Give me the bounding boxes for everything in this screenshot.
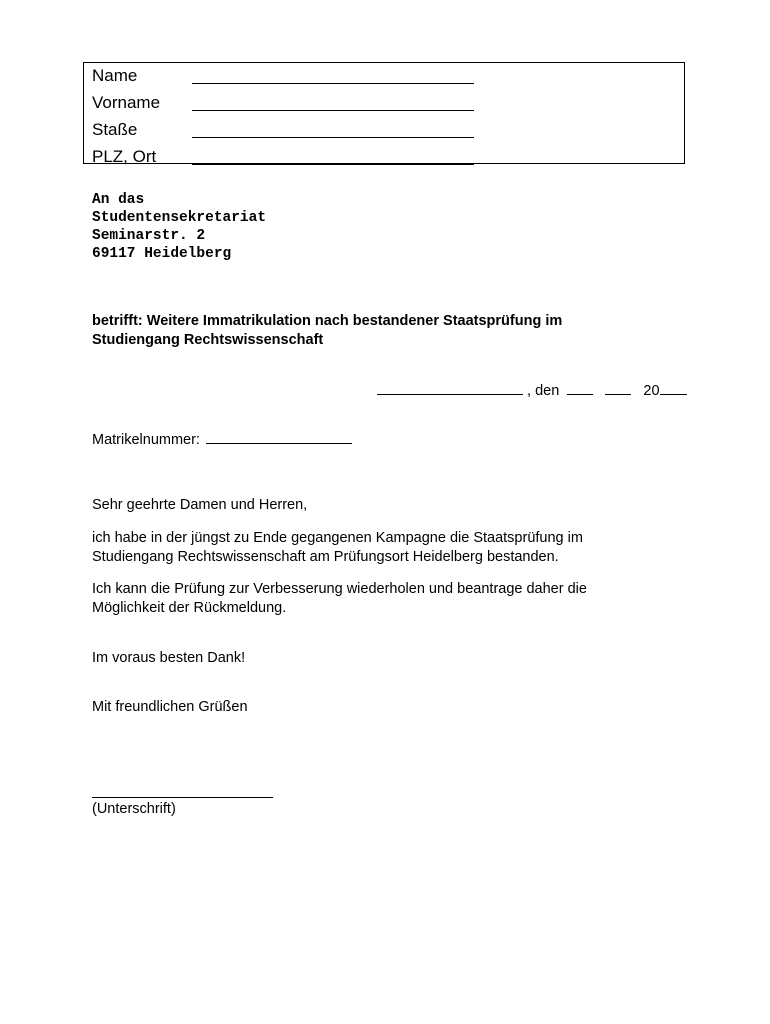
name-label: Name [92,66,138,85]
year-field[interactable] [660,381,687,395]
recipient-line: 69117 Heidelberg [92,246,232,262]
signature-label: (Unterschrift) [92,801,176,817]
subject-line [92,312,652,350]
paragraph-1 [92,529,652,567]
salutation: Sehr geehrte Damen und Herren, [92,497,308,513]
recipient-line: An das [92,192,145,208]
matrikel-label: Matrikelnummer: [92,432,200,448]
paragraph-2-line-2: Möglichkeit der Rückmeldung. [92,600,287,616]
subject-text-1: betrifft: Weitere Immatrikulation nach bestandener Staatsprüfung im [92,313,563,329]
closing-line: Mit freundlichen Grüßen [92,699,248,715]
den-label: , den [527,383,560,399]
vorname-label: Vorname [92,93,161,112]
sender-name-row [92,65,682,91]
recipient-address [92,191,266,263]
sender-street-row [92,119,682,145]
matrikel-row [92,430,352,449]
city-field[interactable] [192,164,474,165]
month-field[interactable] [605,381,631,395]
recipient-line: Seminarstr. 2 [92,228,206,244]
name-field[interactable] [192,83,474,84]
sender-city-row [92,146,682,172]
thanks-line: Im voraus besten Dank! [92,650,246,666]
matrikel-field[interactable] [206,430,352,444]
paragraph-2 [92,580,652,618]
recipient-line: Studentensekretariat [92,210,267,226]
paragraph-1-line-2: Studiengang Rechtswissenschaft am Prüfungsort Heidelberg bestanden. [92,549,559,565]
year-prefix: 20 [643,383,660,399]
place-date-line [377,381,687,400]
sender-vorname-row [92,92,682,118]
paragraph-2-line-1: Ich kann die Prüfung zur Verbesserung wiederholen und beantrage daher die [92,581,587,597]
place-field[interactable] [377,381,523,395]
street-label: Staße [92,120,138,139]
subject-text-2: Studiengang Rechtswissenschaft [92,332,324,348]
signature-field[interactable] [92,797,273,798]
street-field[interactable] [192,137,474,138]
city-label: PLZ, Ort [92,147,157,166]
paragraph-1-line-1: ich habe in der jüngst zu Ende gegangenen Kampagne die Staatsprüfung im [92,530,583,546]
sender-address-box [83,62,685,164]
vorname-field[interactable] [192,110,474,111]
day-field[interactable] [567,381,593,395]
